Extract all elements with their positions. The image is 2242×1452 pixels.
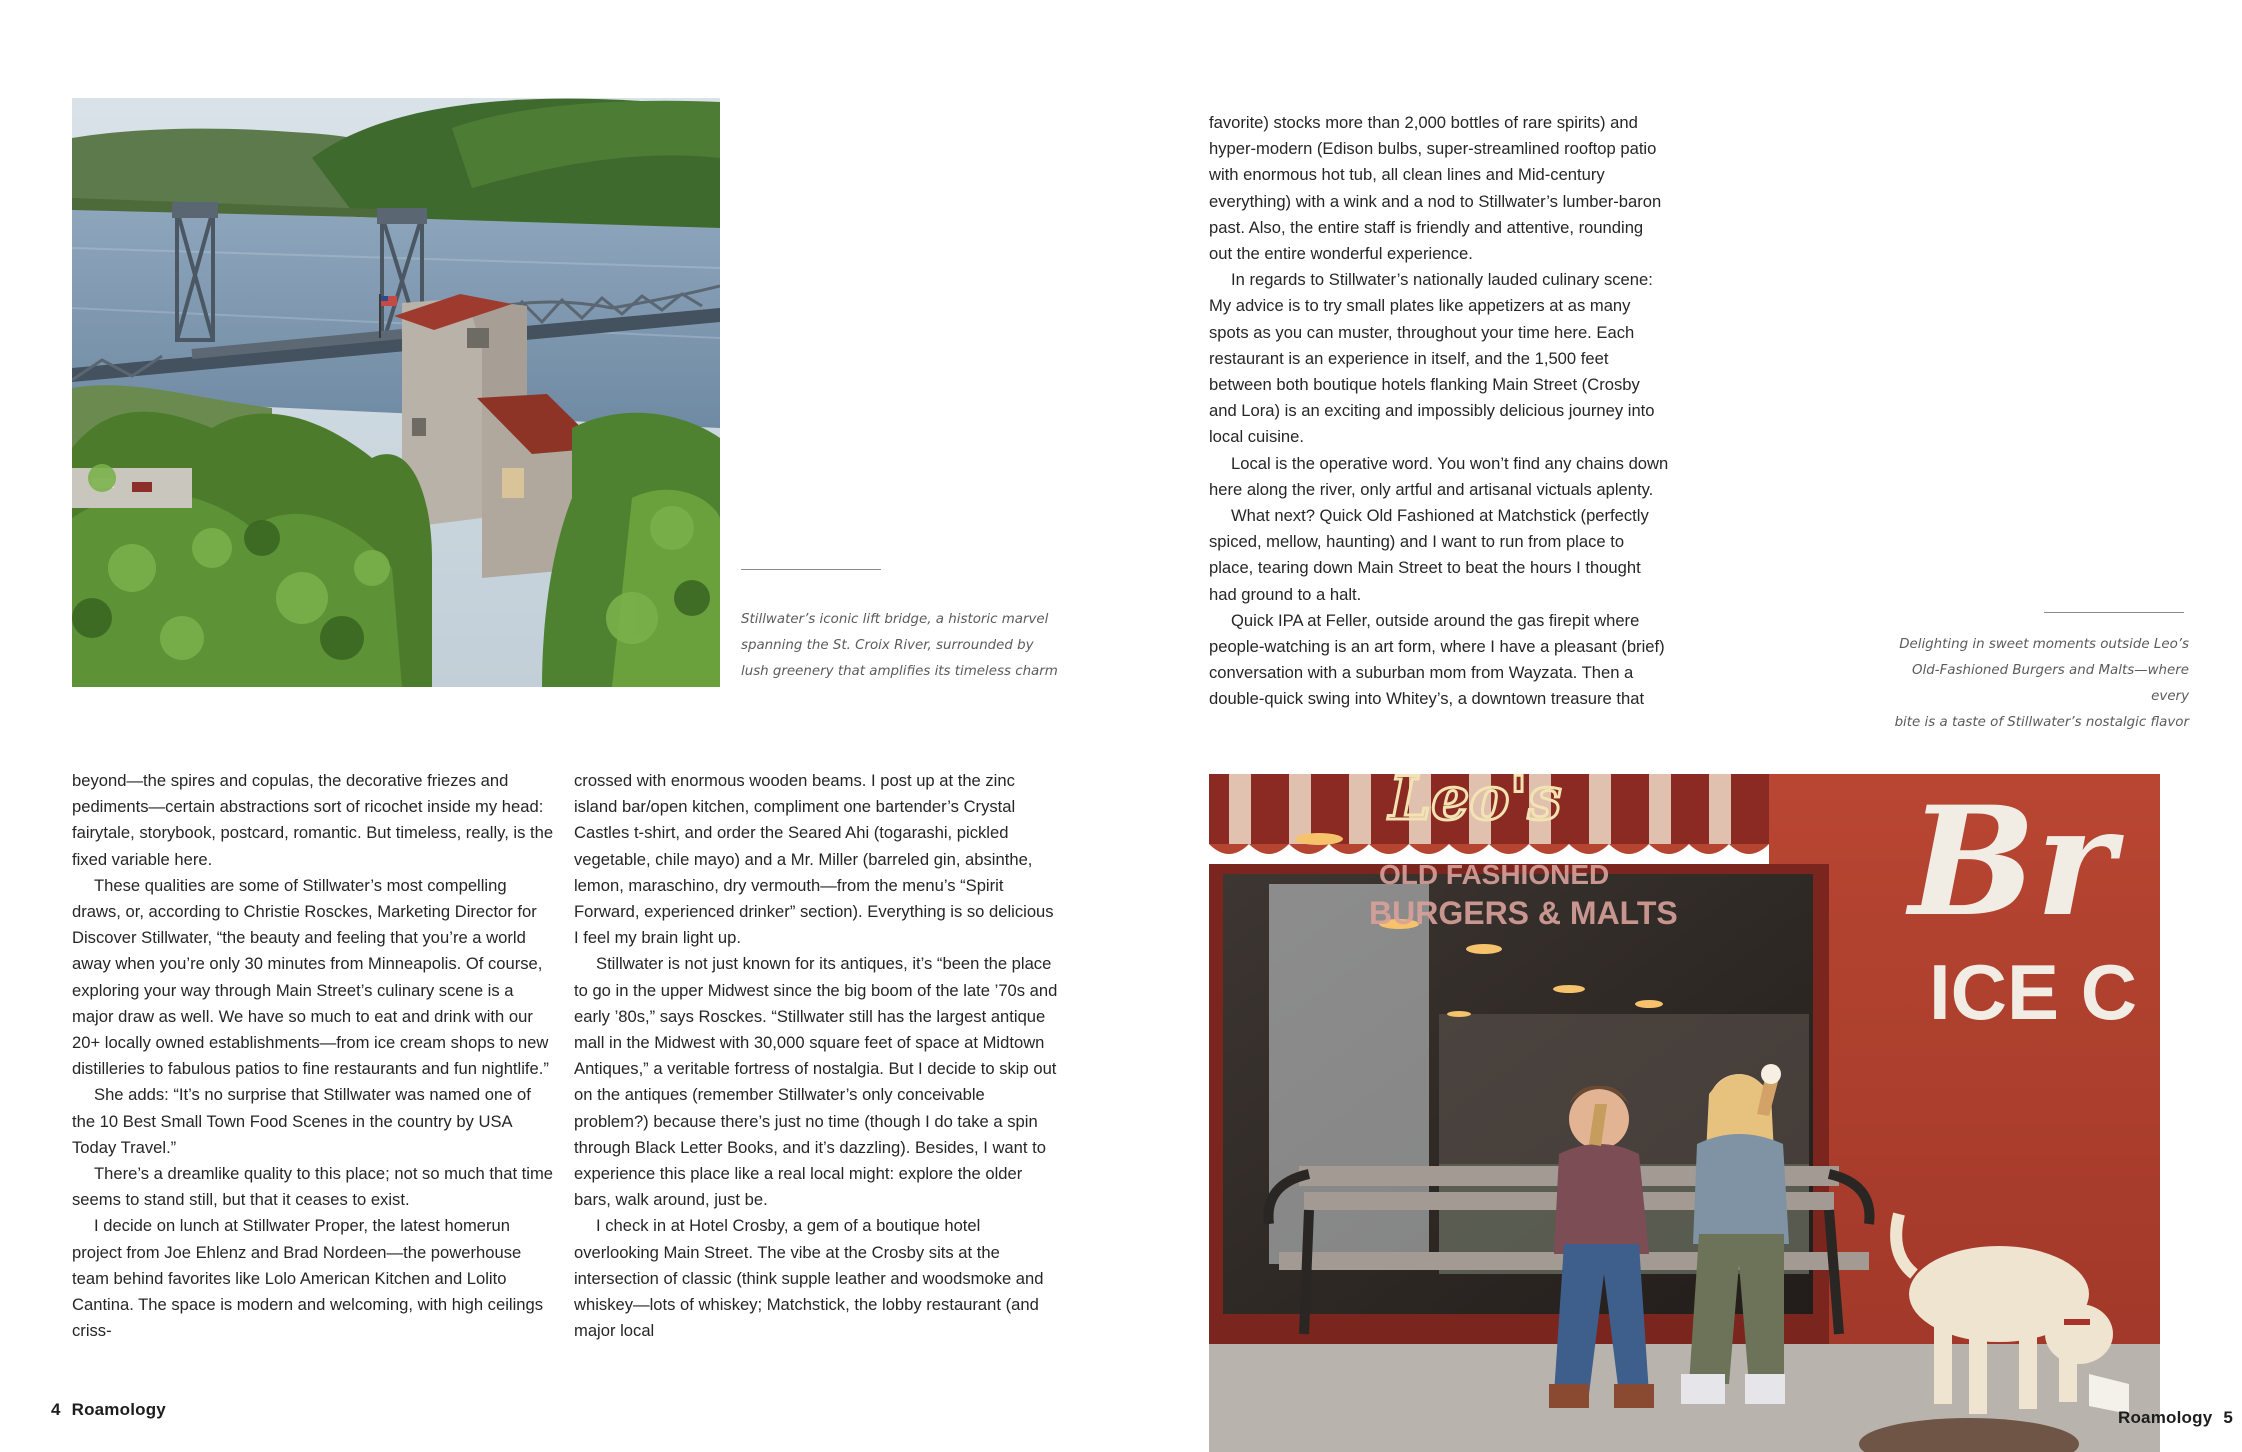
photo-caption [741, 607, 1061, 685]
page-number: 5 [2223, 1408, 2233, 1427]
magazine-name: Roamology [71, 1400, 166, 1419]
mural-text: ICE C [1929, 948, 2138, 1036]
paragraph: There’s a dreamlike quality to this place; not so much that time seems to stand still, but that it ceases to exist. [72, 1164, 554, 1210]
paragraph: In regards to Stillwater’s nationally lauded culinary scene: My advice is to try small plates like appetizers at as many spots as you can muster, throughout your time here. Each restaurant is an experience in itself, and the 1,500 feet between both boutique hotels flanking Main Street (Crosby and Lora) is an exciting and impossibly delicious journey into local cuisine. [1209, 270, 1655, 447]
paragraph: I decide on lunch at Stillwater Proper, the latest homerun project from Joe Ehlenz and Brad Nordeen—the powerhouse team behind favorites like Lolo American Kitchen and Lolito Cantina. The space is modern and welcoming, with high ceilings criss- [72, 1216, 544, 1341]
paragraph: I check in at Hotel Crosby, a gem of a boutique hotel overlooking Main Street. The vibe at the Crosby sits at the intersection of classic (think supple leather and woodsmoke and whiskey—lots of whiskey; Matchstick, the lobby restaurant (and major local [574, 1216, 1044, 1341]
caption-line: Old-Fashioned Burgers and Malts—where every [1912, 663, 2189, 704]
right-page [1121, 0, 2242, 1452]
page-folio [2118, 1408, 2233, 1428]
neon-line1: OLD FASHIONED [1379, 859, 1610, 890]
lift-bridge-photo [72, 98, 720, 687]
mural-script: Br [1909, 774, 2115, 950]
neon-script: Leo's [1389, 774, 1562, 834]
paragraph: crossed with enormous wooden beams. I post up at the zinc island bar/open kitchen, compliment one bartender’s Crystal Castles t-shirt, and order the Seared Ahi (togarashi, pickled vegetable, chile mayo) and a Mr. Miller (barreled gin, absinthe, lemon, maraschino, dry vermouth—from the menu’s “Spirit Forward, experienced drinker” section). Everything is so delicious I feel my brain light up. [574, 771, 1054, 948]
photo-caption [1871, 632, 2189, 736]
paragraph: She adds: “It’s no surprise that Stillwater was named one of the 10 Best Small Town Food Scenes in the country by USA Today Travel.” [72, 1085, 531, 1157]
paragraph: What next? Quick Old Fashioned at Matchstick (perfectly spiced, mellow, haunting) and I want to run from place to place, tearing down Main Street to beat the hours I thought had ground to a halt. [1209, 506, 1649, 604]
caption-rule [2044, 612, 2184, 613]
paragraph: Quick IPA at Feller, outside around the gas firepit where people-watching is an art form, where I have a pleasant (brief) conversation with a suburban mom from Wayzata. Then a double-quick swing into Whitey’s, a downtown treasure that [1209, 610, 1665, 709]
caption-line: lush greenery that amplifies its timeless charm [741, 664, 1058, 679]
caption-rule [741, 569, 881, 570]
neon-line2: BURGERS & MALTS [1369, 895, 1678, 931]
page-folio [51, 1400, 166, 1420]
article-column-1 [72, 768, 556, 1344]
caption-line: Stillwater’s iconic lift bridge, a historic marvel [741, 612, 1049, 627]
paragraph: Stillwater is not just known for its antiques, it’s “been the place to go in the upper Midwest since the big boom of the late ’70s and early ’80s,” says Rosckes. “Stillwater still has the largest antique mall in the Midwest with 30,000 square feet of space at Midtown Antiques,” a veritable fortress of nostalgia. But I decide to skip out on the antiques (remember Stillwater’s only conceivable problem?) because there’s just no time (though I do take a spin through Black Letter Books, and it’s dazzling). Besides, I want to experience this place like a real local might: explore the older bars, walk around, just be. [574, 954, 1058, 1210]
magazine-name: Roamology [2118, 1408, 2213, 1427]
article-column-3 [1209, 110, 1669, 713]
article-column-2 [574, 768, 1060, 1344]
lift-bridge-river-photo-icon [72, 98, 720, 687]
caption-line: bite is a taste of Stillwater’s nostalgic flavor [1894, 715, 2189, 730]
paragraph: favorite) stocks more than 2,000 bottles of rare spirits) and hyper-modern (Edison bulbs, super-streamlined rooftop patio with enormous hot tub, all clean lines and Mid-century everything) with a wink and a nod to Stillwater’s lumber-baron past. Also, the entire staff is friendly and attentive, rounding out the entire wonderful experience. [1209, 113, 1662, 264]
paragraph: beyond—the spires and copulas, the decorative friezes and pediments—certain abstractions sort of ricochet inside my head: fairytale, storybook, postcard, romantic. But timeless, really, is the fixed variable here. [72, 771, 554, 869]
leos-ice-cream-storefront-photo-icon [1209, 774, 2160, 1452]
page-number: 4 [51, 1400, 61, 1419]
paragraph: These qualities are some of Stillwater’s most compelling draws, or, according to Christie Rosckes, Marketing Director for Discover Stillwater, “the beauty and feeling that you’re a world away when you’re only 30 minutes from Minneapolis. Of course, exploring your way through Main Street’s culinary scene is a major draw as well. We have so much to eat and drink with our 20+ locally owned establishments—from ice cream shops to new distilleries to fabulous patios to fine restaurants and fun nightlife.” [72, 875, 549, 1079]
caption-line: spanning the St. Croix River, surrounded by [741, 638, 1034, 653]
leos-storefront-photo [1209, 774, 2160, 1452]
caption-line: Delighting in sweet moments outside Leo’s [1899, 637, 2189, 652]
paragraph: Local is the operative word. You won’t find any chains down here along the river, only artful and artisanal victuals aplenty. [1209, 453, 1669, 499]
